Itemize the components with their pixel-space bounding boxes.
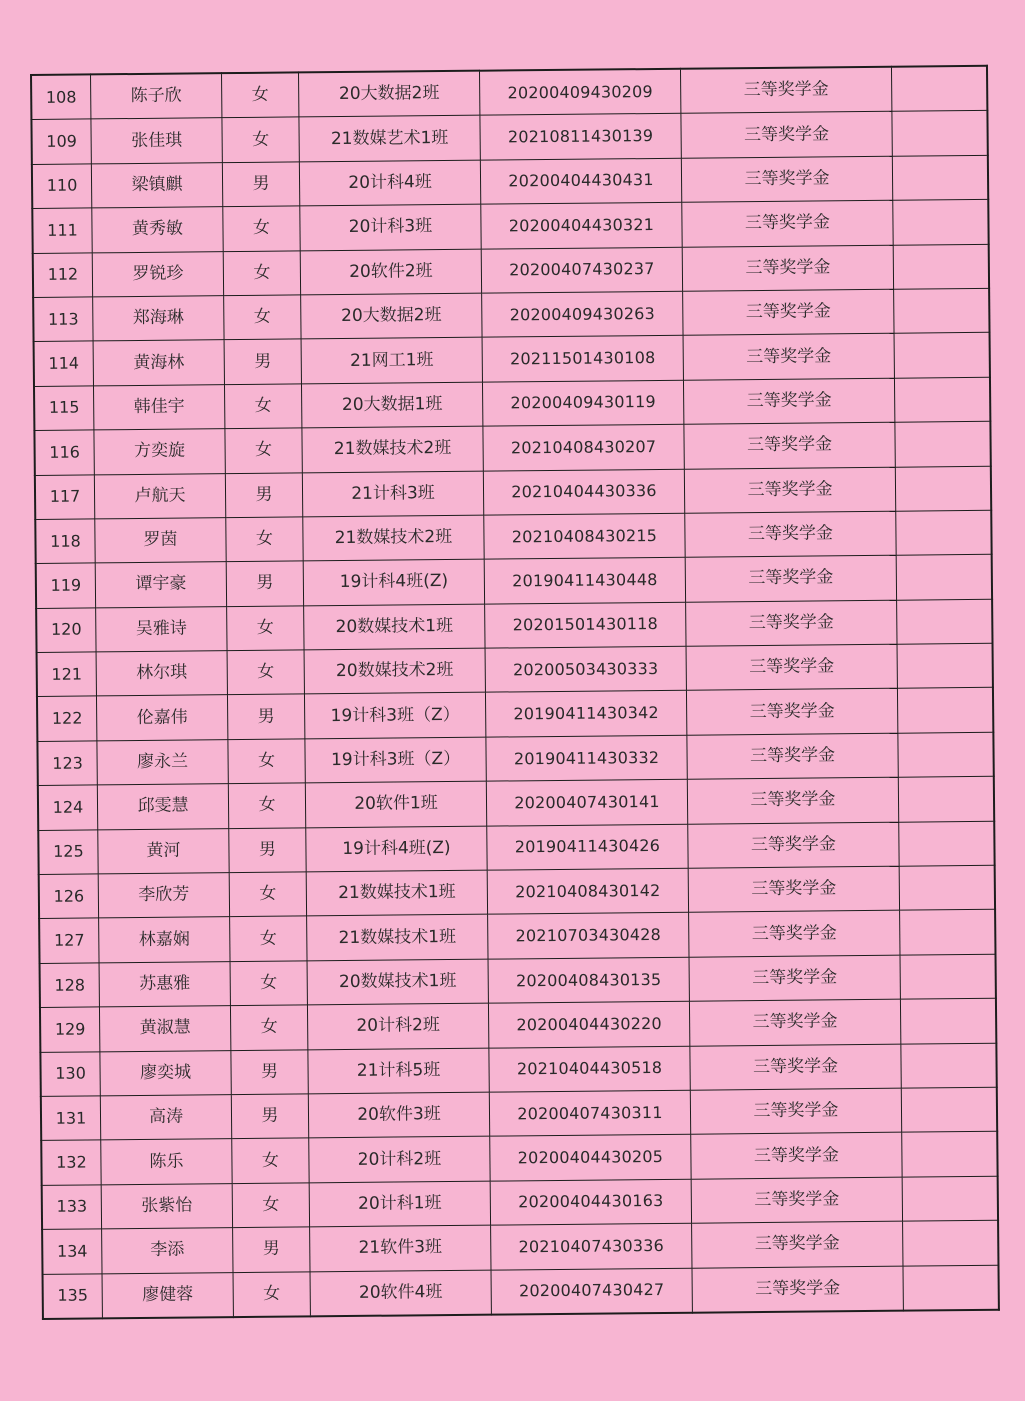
student-class-cell: 20计科3班 [300,204,481,250]
student-class-cell: 21数媒艺术1班 [299,116,480,162]
row-number-cell: 129 [40,1007,100,1052]
remarks-cell [902,1132,998,1177]
award-level-cell: 三等奖学金 [684,467,895,513]
row-number-cell: 116 [34,430,94,475]
remarks-cell [894,377,990,422]
table-body [31,66,999,1319]
student-name-cell: 罗锐珍 [92,251,223,297]
student-gender-cell: 男 [225,472,302,517]
student-id-cell: 20200409430119 [482,380,683,426]
student-gender-cell: 女 [224,295,301,340]
student-gender-cell: 女 [233,1271,310,1317]
row-number-cell: 130 [40,1051,100,1096]
remarks-cell [896,555,992,600]
remarks-cell [892,111,988,156]
row-number-cell: 127 [39,918,99,963]
row-number-cell: 128 [40,963,100,1008]
student-name-cell: 伦嘉伟 [96,695,227,741]
student-gender-cell: 女 [227,650,304,695]
student-id-cell: 20200409430263 [482,291,683,337]
student-name-cell: 林嘉娴 [99,917,230,963]
student-id-cell: 20190411430426 [487,824,688,870]
row-number-cell: 132 [41,1140,101,1185]
award-level-cell: 三等奖学金 [684,422,895,468]
student-name-cell: 黄淑慧 [99,1006,230,1052]
student-class-cell: 20数媒技术2班 [304,648,485,694]
row-number-cell: 134 [42,1229,102,1274]
student-name-cell: 李添 [102,1228,233,1274]
student-class-cell: 20大数据2班 [298,71,479,118]
student-gender-cell: 女 [230,1005,307,1050]
award-level-cell: 三等奖学金 [683,334,894,380]
row-number-cell: 133 [42,1185,102,1230]
remarks-cell [892,155,988,200]
student-gender-cell: 女 [223,250,300,295]
student-class-cell: 20大数据1班 [301,382,482,428]
award-level-cell: 三等奖学金 [691,1133,902,1179]
award-level-cell: 三等奖学金 [683,378,894,424]
remarks-cell [897,643,993,688]
student-id-cell: 20200503430333 [485,646,686,692]
student-id-cell: 20210404430336 [483,469,684,515]
row-number-cell: 108 [31,74,91,119]
student-class-cell: 20软件2班 [300,249,481,295]
row-number-cell: 115 [34,386,94,431]
row-number-cell: 126 [39,874,99,919]
award-level-cell: 三等奖学金 [689,999,900,1045]
student-class-cell: 20计科2班 [309,1137,490,1183]
row-number-cell: 110 [32,164,92,209]
student-gender-cell: 男 [226,561,303,606]
award-level-cell: 三等奖学金 [690,1088,901,1134]
student-id-cell: 20200407430237 [481,247,682,293]
award-level-cell: 三等奖学金 [687,733,898,779]
remarks-cell [891,66,987,112]
remarks-cell [903,1220,999,1265]
student-name-cell: 黄秀敏 [92,207,223,253]
student-id-cell: 20200409430209 [479,69,680,116]
row-number-cell: 121 [37,652,97,697]
row-number-cell: 135 [43,1273,103,1318]
student-class-cell: 19计科4班(Z) [306,826,487,872]
student-gender-cell: 女 [229,872,306,917]
award-level-cell: 三等奖学金 [690,1044,901,1090]
row-number-cell: 120 [36,608,96,653]
remarks-cell [898,777,994,822]
award-level-cell: 三等奖学金 [686,689,897,735]
student-name-cell: 林尔琪 [96,651,227,697]
remarks-cell [900,910,996,955]
table-row [43,1265,999,1319]
award-level-cell: 三等奖学金 [681,112,892,158]
student-class-cell: 21软件3班 [310,1225,491,1271]
remarks-cell [901,1043,997,1088]
award-level-cell: 三等奖学金 [682,245,893,291]
award-level-cell: 三等奖学金 [691,1177,902,1223]
student-class-cell: 20数媒技术1班 [307,959,488,1005]
student-name-cell: 李欣芳 [98,873,229,919]
student-name-cell: 张佳琪 [91,118,222,164]
student-id-cell: 20200408430135 [488,957,689,1003]
remarks-cell [893,244,989,289]
row-number-cell: 123 [37,741,97,786]
remarks-cell [898,732,994,777]
row-number-cell: 114 [34,341,94,386]
row-number-cell: 117 [35,474,95,519]
student-class-cell: 20软件4班 [310,1270,491,1317]
student-id-cell: 20200407430311 [489,1090,690,1136]
student-class-cell: 20计科2班 [307,1003,488,1049]
student-class-cell: 21数媒技术1班 [306,870,487,916]
student-name-cell: 韩佳宇 [93,384,224,430]
row-number-cell: 113 [33,297,93,342]
student-gender-cell: 女 [223,206,300,251]
student-id-cell: 20190411430448 [484,558,685,604]
remarks-cell [899,821,995,866]
remarks-cell [896,510,992,555]
award-level-cell: 三等奖学金 [683,289,894,335]
student-gender-cell: 女 [226,517,303,562]
student-name-cell: 罗茵 [95,518,226,564]
award-level-cell: 三等奖学金 [686,644,897,690]
student-name-cell: 吴雅诗 [96,606,227,652]
student-id-cell: 20200407430427 [491,1268,692,1315]
student-name-cell: 卢航天 [94,473,225,519]
row-number-cell: 109 [31,119,91,164]
student-gender-cell: 女 [230,916,307,961]
student-id-cell: 20210408430207 [483,424,684,470]
student-gender-cell: 女 [227,606,304,651]
student-id-cell: 20210407430336 [491,1223,692,1269]
scholarship-list-table [30,65,1000,1320]
student-gender-cell: 女 [222,72,299,118]
student-name-cell: 方奕旋 [94,429,225,475]
student-gender-cell: 男 [233,1227,310,1272]
remarks-cell [903,1265,999,1311]
award-level-cell: 三等奖学金 [680,67,891,114]
row-number-cell: 119 [36,563,96,608]
student-class-cell: 19计科3班（Z） [304,693,485,739]
student-class-cell: 21计科5班 [308,1048,489,1094]
student-id-cell: 20200404430431 [480,158,681,204]
student-gender-cell: 男 [229,828,306,873]
student-class-cell: 20数媒技术1班 [304,604,485,650]
award-level-cell: 三等奖学金 [689,955,900,1001]
student-name-cell: 廖健蓉 [102,1272,233,1318]
student-gender-cell: 女 [232,1138,309,1183]
student-name-cell: 陈子欣 [91,73,222,119]
student-name-cell: 苏惠雅 [99,961,230,1007]
student-class-cell: 20软件3班 [308,1092,489,1138]
student-gender-cell: 女 [228,783,305,828]
student-name-cell: 高涛 [100,1095,231,1141]
student-name-cell: 陈乐 [101,1139,232,1185]
award-level-cell: 三等奖学金 [688,866,899,912]
student-gender-cell: 男 [224,339,301,384]
row-number-cell: 122 [37,696,97,741]
student-id-cell: 20200404430205 [490,1135,691,1181]
row-number-cell: 125 [38,830,98,875]
student-class-cell: 21计科3班 [302,471,483,517]
student-id-cell: 20210703430428 [488,913,689,959]
award-level-cell: 三等奖学金 [685,511,896,557]
student-gender-cell: 女 [230,961,307,1006]
award-level-cell: 三等奖学金 [689,911,900,957]
student-gender-cell: 女 [224,384,301,429]
remarks-cell [901,1087,997,1132]
student-class-cell: 21数媒技术1班 [307,915,488,961]
remarks-cell [894,288,990,333]
remarks-cell [893,199,989,244]
student-id-cell: 20210811430139 [480,114,681,160]
student-id-cell: 20200404430220 [488,1001,689,1047]
award-level-cell: 三等奖学金 [688,822,899,868]
remarks-cell [900,998,996,1043]
award-level-cell: 三等奖学金 [687,777,898,823]
student-id-cell: 20211501430108 [482,336,683,382]
remarks-cell [900,954,996,999]
student-class-cell: 19计科3班（Z） [305,737,486,783]
student-name-cell: 郑海琳 [93,296,224,342]
award-level-cell: 三等奖学金 [692,1266,903,1313]
award-level-cell: 三等奖学金 [681,156,892,202]
student-name-cell: 黄河 [98,828,229,874]
student-gender-cell: 女 [225,428,302,473]
student-id-cell: 20200404430163 [490,1179,691,1225]
student-name-cell: 谭宇豪 [95,562,226,608]
remarks-cell [895,466,991,511]
student-gender-cell: 男 [231,1049,308,1094]
student-class-cell: 20软件1班 [305,781,486,827]
student-class-cell: 20大数据2班 [301,293,482,339]
student-name-cell: 廖奕城 [100,1050,231,1096]
row-number-cell: 131 [41,1096,101,1141]
row-number-cell: 124 [38,785,98,830]
row-number-cell: 118 [35,519,95,564]
student-class-cell: 21数媒技术2班 [303,515,484,561]
student-id-cell: 20190411430342 [485,691,686,737]
award-level-cell: 三等奖学金 [685,556,896,602]
student-id-cell: 20210404430518 [489,1046,690,1092]
student-gender-cell: 女 [228,739,305,784]
student-name-cell: 廖永兰 [97,739,228,785]
student-class-cell: 21网工1班 [301,338,482,384]
student-name-cell: 黄海林 [93,340,224,386]
remarks-cell [899,865,995,910]
student-id-cell: 20200407430141 [486,779,687,825]
student-id-cell: 20201501430118 [485,602,686,648]
student-name-cell: 梁镇麒 [91,162,222,208]
student-id-cell: 20210408430215 [484,513,685,559]
scholarship-list-table-wrapper [30,65,1000,1320]
student-id-cell: 20190411430332 [486,735,687,781]
student-gender-cell: 男 [231,1094,308,1139]
remarks-cell [902,1176,998,1221]
student-name-cell: 邱雯慧 [97,784,228,830]
row-number-cell: 112 [33,252,93,297]
row-number-cell: 111 [32,208,92,253]
student-gender-cell: 男 [222,162,299,207]
award-level-cell: 三等奖学金 [682,200,893,246]
remarks-cell [897,599,993,644]
award-level-cell: 三等奖学金 [686,600,897,646]
student-gender-cell: 女 [222,117,299,162]
student-class-cell: 19计科4班(Z) [303,559,484,605]
student-class-cell: 20计科1班 [309,1181,490,1227]
student-gender-cell: 女 [232,1183,309,1228]
student-class-cell: 20计科4班 [299,160,480,206]
remarks-cell [894,333,990,378]
student-id-cell: 20200404430321 [481,202,682,248]
remarks-cell [895,421,991,466]
student-name-cell: 张紫怡 [101,1183,232,1229]
student-id-cell: 20210408430142 [487,868,688,914]
award-level-cell: 三等奖学金 [692,1221,903,1267]
student-gender-cell: 男 [227,694,304,739]
remarks-cell [897,688,993,733]
student-class-cell: 21数媒技术2班 [302,426,483,472]
